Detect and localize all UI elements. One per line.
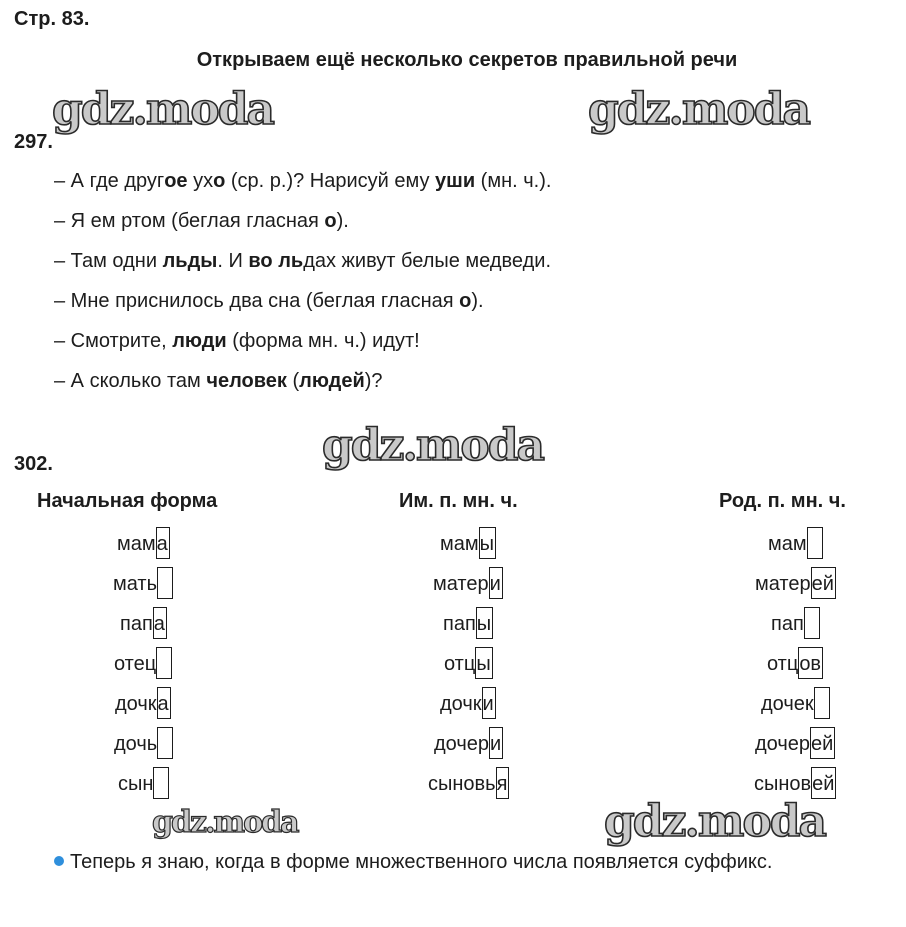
word-form-nom-pl bbox=[433, 567, 503, 601]
dialogue-line bbox=[54, 330, 420, 353]
ending-box bbox=[157, 727, 173, 759]
word-stem: дочь bbox=[114, 733, 158, 755]
text-segment: – Я ем ртом (беглая гласная bbox=[54, 210, 325, 232]
bullet-dot-icon bbox=[54, 856, 64, 866]
ending-box: и bbox=[482, 687, 496, 719]
section-title: Открываем ещё несколько секретов правильной речи bbox=[196, 49, 738, 71]
word-stem: мам bbox=[117, 533, 156, 555]
word-form-nom-pl bbox=[443, 607, 493, 641]
text-segment: – Мне приснилось два сна (беглая гласная bbox=[54, 290, 460, 312]
column-header-initial-form: Начальная форма bbox=[37, 490, 218, 512]
ending-box bbox=[814, 687, 830, 719]
word-stem: сын bbox=[118, 773, 154, 795]
text-segment: – Смотрите, bbox=[54, 330, 173, 352]
word-form-nom-pl bbox=[444, 647, 493, 681]
text-segment: (мн. ч.). bbox=[475, 170, 552, 192]
word-stem: пап bbox=[120, 613, 153, 635]
word-form-gen-pl bbox=[768, 527, 823, 561]
highlighted-text: о bbox=[324, 210, 337, 232]
word-form-initial bbox=[118, 767, 169, 801]
word-form-nom-pl bbox=[440, 687, 496, 721]
conclusion-line bbox=[54, 851, 772, 874]
word-form-gen-pl bbox=[755, 727, 835, 761]
word-stem: отц bbox=[444, 653, 476, 675]
word-stem: дочек bbox=[761, 693, 814, 715]
text-segment: . И bbox=[217, 250, 249, 272]
watermark: gdz.moda bbox=[604, 796, 826, 847]
word-form-nom-pl bbox=[434, 727, 503, 761]
word-form-nom-pl bbox=[428, 767, 509, 801]
highlighted-text: людей bbox=[299, 370, 365, 392]
ending-box: и bbox=[489, 567, 503, 599]
word-form-initial bbox=[114, 727, 173, 761]
text-segment: – А где друг bbox=[54, 170, 165, 192]
text-segment: ух bbox=[187, 170, 214, 192]
word-form-initial bbox=[117, 527, 170, 561]
ending-box: я bbox=[496, 767, 510, 799]
word-stem: матер bbox=[755, 573, 811, 595]
watermark: gdz.moda bbox=[588, 84, 810, 135]
word-stem: мам bbox=[768, 533, 807, 555]
ending-box: ы bbox=[479, 527, 496, 559]
ending-box: ы bbox=[476, 607, 493, 639]
highlighted-text: уши bbox=[435, 170, 476, 192]
dialogue-line bbox=[54, 170, 551, 193]
word-stem: мать bbox=[113, 573, 158, 595]
dialogue-line bbox=[54, 290, 484, 313]
dialogue-line bbox=[54, 210, 349, 233]
ending-box: а bbox=[153, 607, 167, 639]
text-segment: ). bbox=[471, 290, 484, 312]
ending-box: ей bbox=[811, 567, 836, 599]
text-segment: – Там одни bbox=[54, 250, 163, 272]
ending-box bbox=[156, 647, 172, 679]
watermark: gdz.moda bbox=[152, 805, 298, 840]
dialogue-line bbox=[54, 250, 551, 273]
word-form-gen-pl bbox=[755, 567, 836, 601]
word-stem: сынов bbox=[754, 773, 812, 795]
highlighted-text: о bbox=[459, 290, 472, 312]
text-segment: (ср. р.)? Нарисуй ему bbox=[225, 170, 436, 192]
text-segment: )? bbox=[364, 370, 383, 392]
word-stem: отец bbox=[114, 653, 157, 675]
text-segment: – А сколько там bbox=[54, 370, 207, 392]
ending-box bbox=[804, 607, 820, 639]
highlighted-text: человек bbox=[206, 370, 287, 392]
ending-box: ей bbox=[810, 727, 835, 759]
word-stem: дочер bbox=[755, 733, 811, 755]
ending-box: ей bbox=[811, 767, 836, 799]
dialogue-line bbox=[54, 370, 383, 393]
conclusion-text: Теперь я знаю, когда в форме множественного числа появляется суффикс. bbox=[70, 851, 773, 873]
highlighted-text: люди bbox=[172, 330, 227, 352]
column-header-nominative-plural: Им. п. мн. ч. bbox=[399, 490, 518, 512]
ending-box bbox=[157, 567, 173, 599]
word-stem: дочк bbox=[440, 693, 482, 715]
word-form-gen-pl bbox=[754, 767, 836, 801]
text-segment: дах живут белые медведи. bbox=[303, 250, 552, 272]
highlighted-text: льды bbox=[162, 250, 218, 272]
highlighted-text: во bbox=[248, 250, 273, 272]
word-stem: отц bbox=[767, 653, 799, 675]
ending-box: и bbox=[489, 727, 503, 759]
watermark: gdz.moda bbox=[322, 420, 544, 471]
word-stem: дочк bbox=[115, 693, 157, 715]
word-form-gen-pl bbox=[761, 687, 830, 721]
word-stem: пап bbox=[443, 613, 476, 635]
word-form-gen-pl bbox=[771, 607, 820, 641]
highlighted-text: ое bbox=[164, 170, 188, 192]
ending-box: ов bbox=[798, 647, 823, 679]
word-form-gen-pl bbox=[767, 647, 823, 681]
text-segment: ( bbox=[286, 370, 300, 392]
highlighted-text: о bbox=[213, 170, 226, 192]
word-stem: матер bbox=[433, 573, 489, 595]
word-form-initial bbox=[113, 567, 173, 601]
ending-box bbox=[807, 527, 823, 559]
ending-box: а bbox=[156, 527, 170, 559]
word-form-initial bbox=[114, 647, 172, 681]
exercise-number: 297. bbox=[14, 131, 53, 153]
word-stem: дочер bbox=[434, 733, 490, 755]
ending-box: а bbox=[157, 687, 171, 719]
text-segment: (форма мн. ч.) идут! bbox=[226, 330, 420, 352]
word-form-initial bbox=[115, 687, 171, 721]
page-reference: Стр. 83. bbox=[14, 8, 90, 30]
ending-box bbox=[153, 767, 169, 799]
word-stem: пап bbox=[771, 613, 804, 635]
highlighted-text: ль bbox=[278, 250, 304, 272]
exercise-number: 302. bbox=[14, 453, 53, 475]
text-segment: ). bbox=[336, 210, 349, 232]
column-header-genitive-plural: Род. п. мн. ч. bbox=[719, 490, 846, 512]
word-form-initial bbox=[120, 607, 167, 641]
ending-box: ы bbox=[475, 647, 492, 679]
word-stem: мам bbox=[440, 533, 479, 555]
word-stem: сыновь bbox=[428, 773, 496, 795]
word-form-nom-pl bbox=[440, 527, 496, 561]
watermark: gdz.moda bbox=[52, 84, 274, 135]
